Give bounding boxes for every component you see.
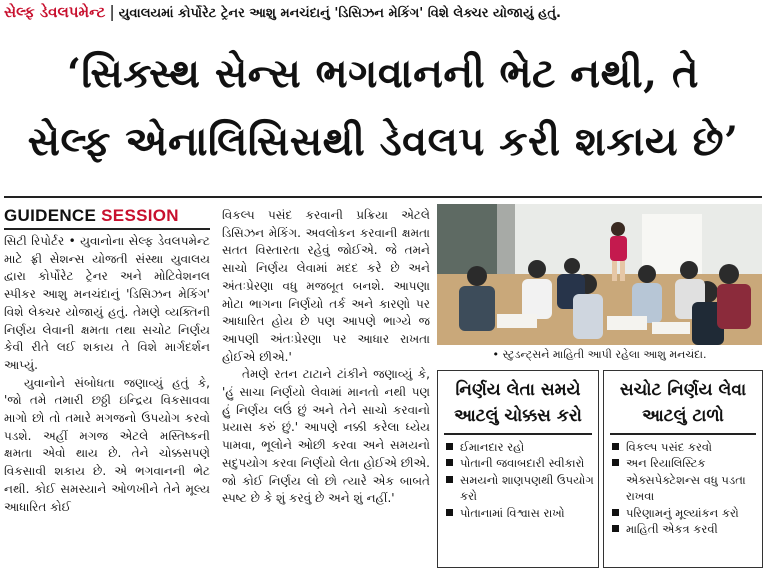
bullet-square-icon xyxy=(612,509,619,516)
bullet-square-icon xyxy=(612,443,619,450)
lecture-photo xyxy=(437,204,762,345)
section-label-part2: SESSION xyxy=(101,206,179,225)
section-label-underline xyxy=(4,228,210,230)
do-this-title-line-1: નિર્ણય લેતા સમયે xyxy=(455,380,581,400)
list-item-text: ઈમાનદાર રહો xyxy=(460,440,525,454)
list-item-text: સમયનો શાણપણથી ઉપયોગ કરો xyxy=(460,472,594,504)
avoid-this-box-divider xyxy=(610,433,756,435)
avoid-this-box-title xyxy=(604,371,762,429)
column1-paragraph-1: સિટી રિપોર્ટર • યુવાનોના સેલ્ફ ડેવલપમેન્ટ માટે ફ્રી સેશન્સ યોજતી સંસ્થા યુવાલય દ્વારા કોર્પોરેટ ટ્રેનર અને મોટિવેશનલ સ્પીકર આશુ મનચંદાનું 'ડિસિઝન મેકિંગ' વિશે લેક્ચર યોજાયું હતું. તેમણે વ્યક્તિની નિર્ણય લેવાની ક્ષમતા તથા સચોટ નિર્ણય કેવી રીતે લઈ શકાય તે વિશે માર્ગદર્શન આપ્યું. xyxy=(4,234,210,372)
list-item-text: માહિતી એકત્ર કરવી xyxy=(626,522,718,537)
kicker-separator: | xyxy=(109,2,115,21)
avoid-this-title-line-2: આટલું ટાળો xyxy=(642,406,724,426)
list-item-text: અન રિયાલિસ્ટિક એક્સપેક્ટેશન્સ વધુ પડતા રાખવા xyxy=(626,456,746,504)
column2-paragraph-1: વિકલ્પ પસંદ કરવાની પ્રક્રિયા એટલે ડિસિઝન મેકિંગ. અવલોકન કરવાની ક્ષમતા સતત વિસ્તારતા રહેવું જોઈએ. જે તમને સાચો નિર્ણય લેવામાં મદદ કરે છે અને અંતઃપ્રેરણા વધુ મજબૂત બનશે. આપણા મોટા ભાગના નિર્ણયો તર્ક અને કારણો પર આધારિત હોય છે પણ આપણે ભાગ્યે જ આપણી અંતઃપ્રેરણા પર આધાર રાખતા હોઈએ છીએ.' xyxy=(222,208,430,364)
list-item xyxy=(612,521,758,537)
list-item xyxy=(612,455,758,504)
list-item xyxy=(446,439,594,455)
list-item xyxy=(612,505,758,521)
avoid-this-box xyxy=(603,370,763,568)
column1-paragraph-2: યુવાનોને સંબોધતા જણાવ્યું હતું કે, 'જો તમે તમારી છઠ્ઠી ઇન્દ્રિય વિકસાવવા માગો છો તો તમારે મગજનો ઉપયોગ કરવો પડશે. અહીં મગજ એટલે મસ્તિષ્કની ક્ષમતા એવો થાય છે. તેને ચોક્કસપણે વિકસાવી શકાય છે. એ ભગવાનની ભેટ નથી. કોઈ સમસ્યાને ઓળખીને તેને મૂલ્ય આધારિત કોઈ xyxy=(4,375,210,514)
avoid-this-title-line-1: સચોટ નિર્ણય લેવા xyxy=(619,380,747,400)
do-this-box-title xyxy=(438,371,598,429)
section-kicker: સેલ્ફ ડેવલપમેન્ટ xyxy=(4,3,106,21)
list-item xyxy=(446,472,594,505)
photo-caption: • સ્ટુડન્ટ્સને માહિતી આપી રહેલા આશુ મનચંદા. xyxy=(492,348,707,361)
headline-line-1: ‘સિક્સ્થ સેન્સ ભગવાનની ભેટ નથી, તે xyxy=(66,50,700,97)
article-column-1 xyxy=(4,233,210,516)
bullet-square-icon xyxy=(446,476,453,483)
do-this-list xyxy=(438,439,598,521)
bullet-square-icon xyxy=(612,525,619,532)
bullet-square-icon xyxy=(612,459,619,466)
article-header xyxy=(4,2,762,30)
list-item xyxy=(446,505,594,521)
list-item-text: પોતાની જવાબદારી સ્વીકારો xyxy=(460,456,585,471)
bullet-square-icon xyxy=(446,443,453,450)
do-this-box xyxy=(437,370,599,568)
bullet-square-icon xyxy=(446,459,453,466)
avoid-this-list xyxy=(604,439,762,537)
list-item-text: પરિણામનું મૂલ્યાંકન કરો xyxy=(626,505,739,520)
do-this-box-divider xyxy=(444,433,592,435)
list-item-text: વિકલ્પ પસંદ કરવો xyxy=(626,440,712,454)
column2-paragraph-2: તેમણે રતન ટાટાને ટાંકીને જણાવ્યું કે, 'હું સાચા નિર્ણયો લેવામાં માનતો નથી પણ હું નિર્ણય લઉં છું અને તેને સાચો કરવાનો પ્રયાસ કરું છું.' આપણે નક્કી કરેલા ધ્યેય પામવા, ભૂલોને ઓછી કરવા અને સમયનો સદુપયોગ કરવા નિર્ણયો લેતા હોઈએ છીએ. જો કોઈ નિર્ણય લો છો ત્યારે એક બાબતે સ્પષ્ટ છે કે શું કરવું છે અને શું નહીં.' xyxy=(222,367,430,506)
list-item xyxy=(612,439,758,455)
headline-line-2: સેલ્ફ એનાલિસિસથી ડેવલપ કરી શકાય છે’ xyxy=(27,118,739,165)
lecture-photo-illustration xyxy=(437,204,762,345)
headline-divider xyxy=(4,196,762,198)
article-column-2 xyxy=(222,207,430,508)
bullet-square-icon xyxy=(446,509,453,516)
list-item-text: પોતાનામાં વિશ્વાસ રાખો xyxy=(460,505,565,520)
section-label-part1: GUIDENCE xyxy=(4,206,97,225)
do-this-title-line-2: આટલું ચોક્કસ કરો xyxy=(454,406,582,426)
list-item xyxy=(446,455,594,471)
section-label xyxy=(4,206,179,226)
article-subtitle: યુવાલયમાં કોર્પોરેટ ટ્રેનર આશુ મનચંદાનું 'ડિસિઝન મેકિંગ' વિશે લેક્ચર યોજાયું હતું. xyxy=(118,6,561,21)
